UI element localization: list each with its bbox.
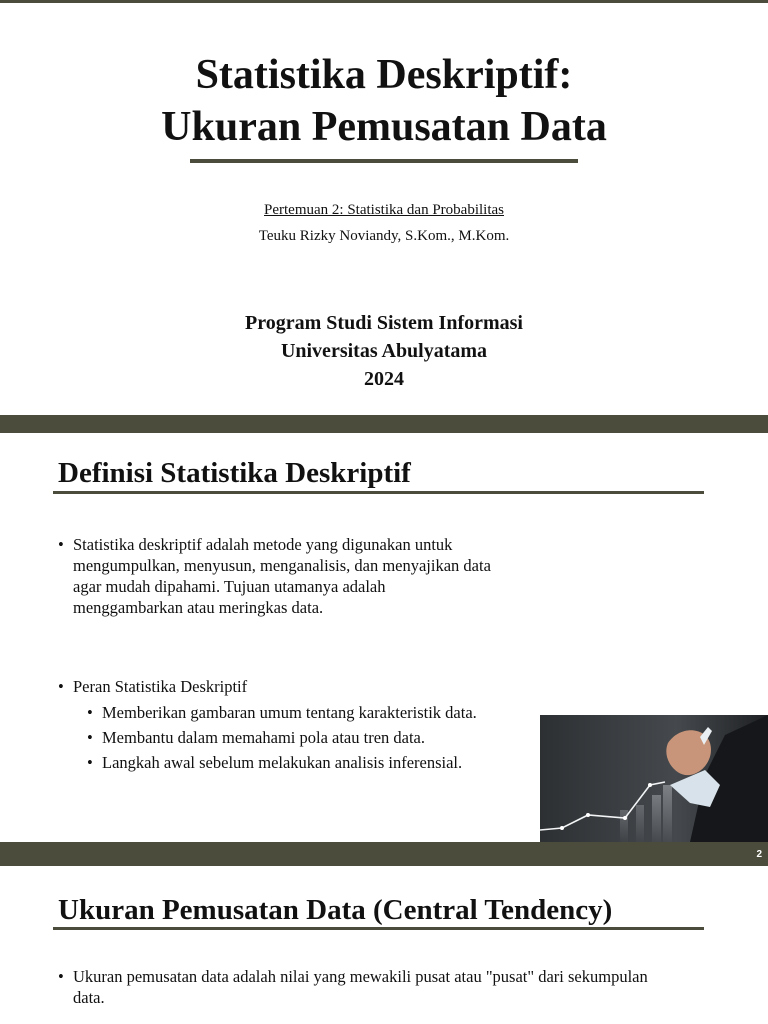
slide-title-line2: Ukuran Pemusatan Data — [161, 104, 607, 150]
meeting-subtitle: Pertemuan 2: Statistika dan Probabilitas — [264, 202, 504, 218]
bullet-item-label: Peran Statistika Deskriptif — [73, 677, 248, 696]
slide-heading: Definisi Statistika Deskriptif — [58, 457, 411, 489]
bullet-item: • Ukuran pemusatan data adalah nilai yang mewakili pusat atau "pusat" dari sekumpulan data. — [58, 966, 678, 1008]
heading-underline — [53, 927, 704, 930]
slide-heading: Ukuran Pemusatan Data (Central Tendency) — [58, 894, 613, 926]
business-growth-photo — [540, 715, 768, 842]
title-slide — [0, 3, 768, 415]
institution-block — [0, 309, 768, 393]
slide-title — [0, 49, 768, 153]
sub-bullet-item: • Membantu dalam memahami pola atau tren data. — [87, 727, 518, 748]
slide-divider-bar — [0, 842, 768, 866]
program-name: Program Studi Sistem Informasi — [245, 312, 523, 334]
page-number: 2 — [756, 849, 762, 860]
sub-bullet-item: • Memberikan gambaran umum tentang karakteristik data. — [87, 702, 518, 723]
sub-bullet-list — [73, 702, 518, 773]
bullet-list — [58, 966, 678, 1008]
slide-title-line1: Statistika Deskriptif: — [195, 52, 573, 98]
year-label: 2024 — [364, 368, 404, 390]
sub-bullet-item: • Langkah awal sebelum melakukan analisis inferensial. — [87, 752, 518, 773]
central-tendency-slide — [0, 866, 768, 1024]
bullet-item: • Statistika deskriptif adalah metode yang digunakan untuk mengumpulkan, menyusun, menganalisis, dan menyajikan data agar mudah dipahami. Tujuan utamanya adalah menggambarkan atau meringkas data. — [58, 534, 498, 618]
heading-underline — [53, 491, 704, 494]
author-name: Teuku Rizky Noviandy, S.Kom., M.Kom. — [258, 228, 510, 244]
slide-divider-bar — [0, 415, 768, 433]
bullet-list — [58, 534, 498, 618]
university-name: Universitas Abulyatama — [280, 340, 488, 362]
bullet-list-roles — [58, 676, 518, 777]
title-underline — [190, 159, 578, 163]
definition-slide — [0, 433, 768, 842]
bullet-item — [58, 676, 518, 773]
